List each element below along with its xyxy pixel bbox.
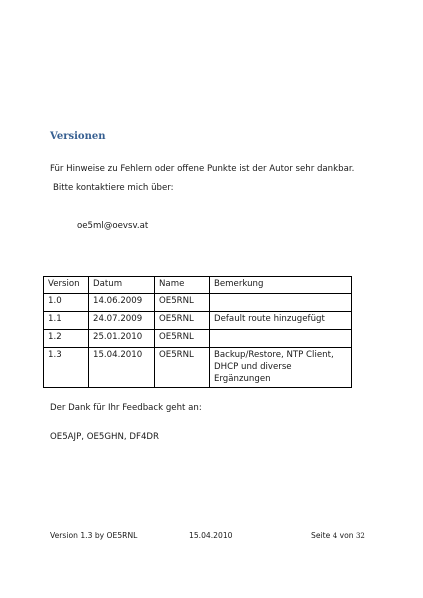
cell-remark	[210, 294, 352, 312]
table-row	[44, 294, 352, 312]
column-header-remark: Bemerkung	[210, 277, 352, 294]
table-header-row	[44, 277, 352, 294]
footer-page-label: Seite	[311, 531, 331, 540]
cell-version: 1.1	[44, 312, 89, 330]
cell-date: 25.01.2010	[89, 330, 155, 348]
footer-of-label: von	[339, 531, 354, 540]
contact-prompt: Bitte kontaktiere mich über:	[53, 183, 174, 193]
cell-date: 14.06.2009	[89, 294, 155, 312]
cell-remark: Default route hinzugefügt	[210, 312, 352, 330]
cell-remark: Backup/Restore, NTP Client, DHCP und diverse Ergänzungen	[210, 348, 352, 388]
cell-name: OE5RNL	[155, 312, 210, 330]
feedback-note: Für Hinweise zu Fehlern oder offene Punkte ist der Autor sehr dankbar.	[50, 164, 355, 174]
cell-version: 1.2	[44, 330, 89, 348]
cell-name: OE5RNL	[155, 294, 210, 312]
footer-page-total: 32	[355, 532, 365, 540]
column-header-name: Name	[155, 277, 210, 294]
table-row	[44, 348, 352, 388]
table-row	[44, 330, 352, 348]
section-heading: Versionen	[50, 131, 106, 142]
cell-remark	[210, 330, 352, 348]
column-header-version: Version	[44, 277, 89, 294]
footer-version: Version 1.3 by OE5RNL	[50, 531, 138, 540]
cell-name: OE5RNL	[155, 348, 210, 388]
footer-page-number: 4	[332, 532, 338, 540]
footer-date: 15.04.2010	[189, 531, 233, 540]
footer-page-info	[311, 531, 365, 540]
table-row	[44, 312, 352, 330]
cell-version: 1.0	[44, 294, 89, 312]
cell-date: 15.04.2010	[89, 348, 155, 388]
thanks-names: OE5AJP, OE5GHN, DF4DR	[50, 432, 160, 442]
thanks-line: Der Dank für Ihr Feedback geht an:	[50, 403, 202, 413]
version-table	[43, 276, 352, 388]
cell-name: OE5RNL	[155, 330, 210, 348]
cell-date: 24.07.2009	[89, 312, 155, 330]
column-header-date: Datum	[89, 277, 155, 294]
contact-email: oe5ml@oevsv.at	[77, 221, 149, 231]
cell-version: 1.3	[44, 348, 89, 388]
